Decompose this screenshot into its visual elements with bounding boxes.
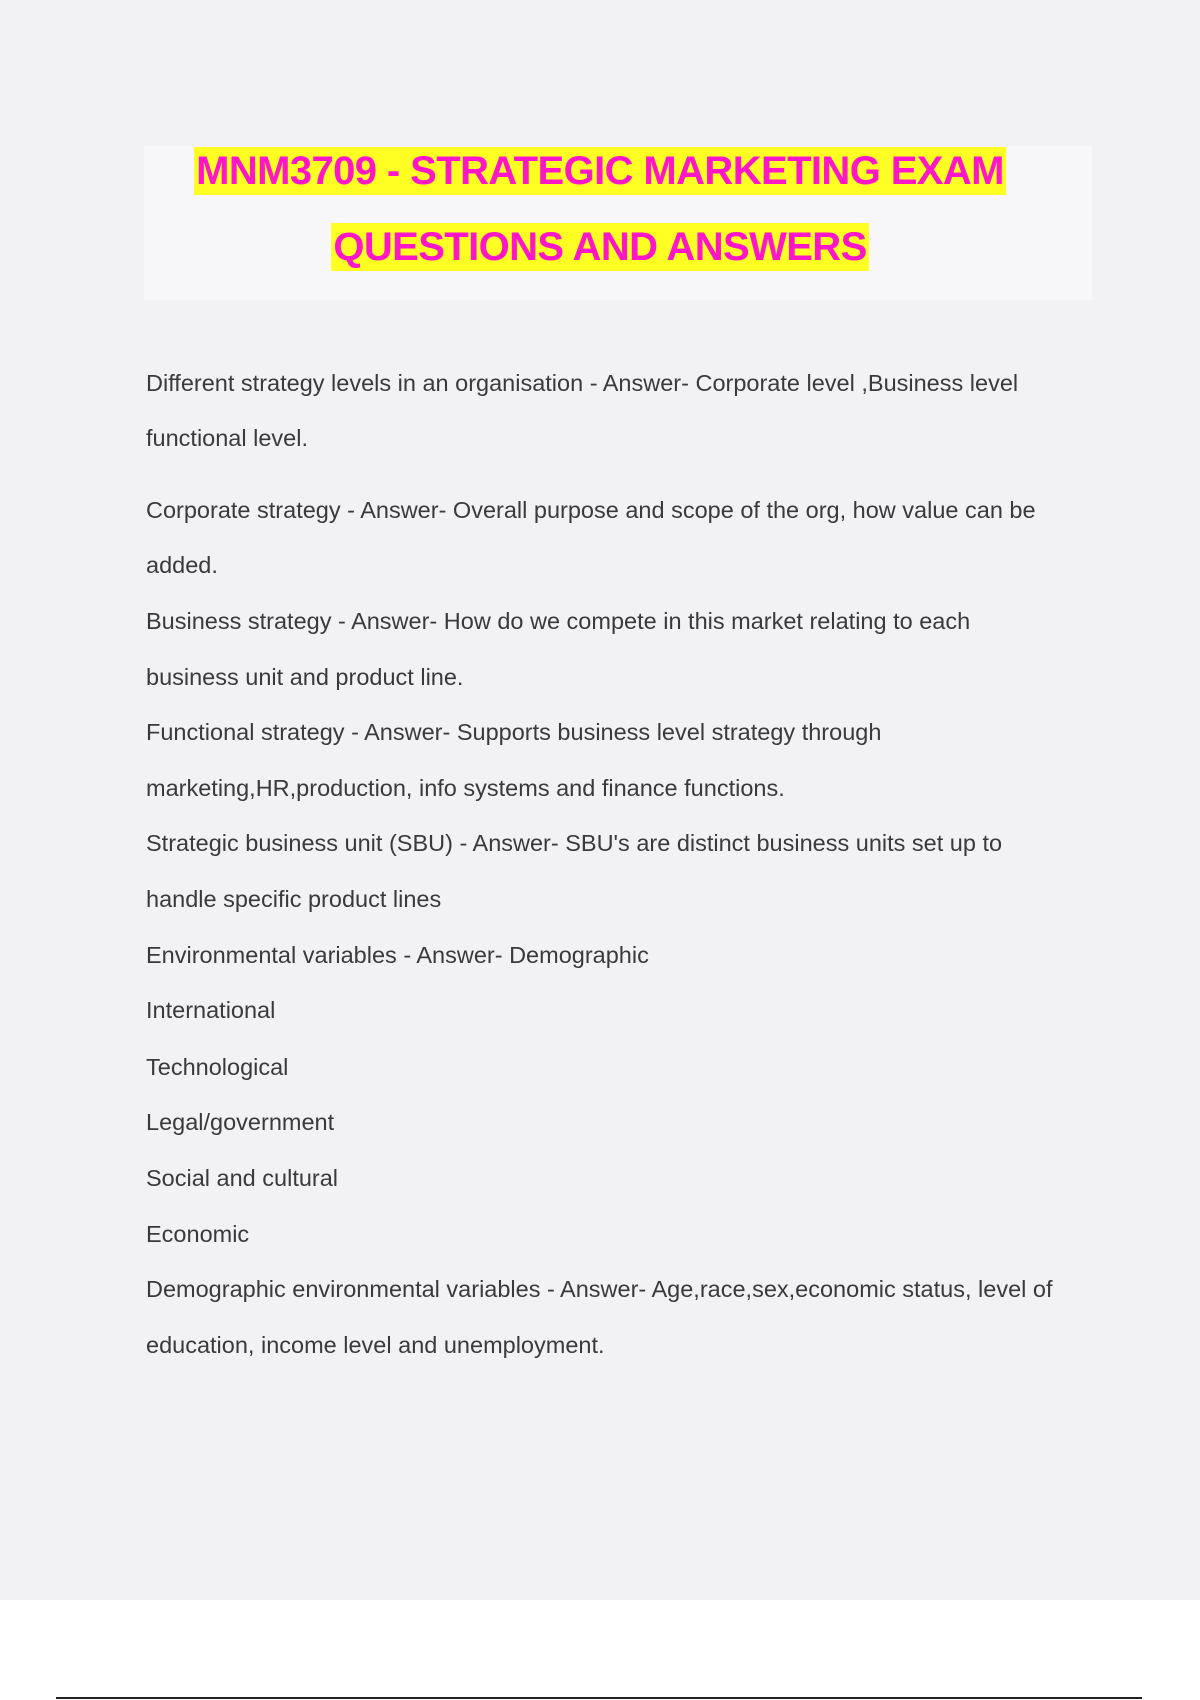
text-line: Business strategy - Answer- How do we compete in this market relating to each — [146, 608, 971, 634]
text-line: Technological — [146, 1054, 289, 1080]
text-line: Environmental variables - Answer- Demographic — [146, 942, 649, 968]
text-line: Functional strategy - Answer- Supports business level strategy through — [146, 719, 882, 745]
text-line: Social and cultural — [146, 1165, 339, 1191]
title-line-2-wrap — [0, 223, 1200, 271]
text-line: Strategic business unit (SBU) - Answer- SBU's are distinct business units set up to — [146, 830, 1003, 856]
bottom-divider — [56, 1697, 1142, 1699]
text-line: marketing,HR,production, info systems and finance functions. — [146, 775, 785, 801]
text-line: Demographic environmental variables - Answer- Age,race,sex,economic status, level of — [146, 1276, 1053, 1302]
text-line: Different strategy levels in an organisation - Answer- Corporate level ,Business level — [146, 370, 1019, 396]
document-title-line-2: QUESTIONS AND ANSWERS — [333, 225, 867, 269]
text-line: Corporate strategy - Answer- Overall purpose and scope of the org, how value can be — [146, 497, 1036, 523]
text-line: business unit and product line. — [146, 664, 464, 690]
text-line: functional level. — [146, 425, 308, 451]
text-line: added. — [146, 552, 218, 578]
text-line: Legal/government — [146, 1109, 335, 1135]
document-title-line-1: MNM3709 - STRATEGIC MARKETING EXAM — [196, 149, 1004, 193]
text-line: education, income level and unemployment. — [146, 1332, 605, 1358]
text-line: International — [146, 997, 276, 1023]
title-line-1-wrap — [0, 147, 1200, 195]
text-line: Economic — [146, 1221, 250, 1247]
text-line: handle specific product lines — [146, 886, 442, 912]
